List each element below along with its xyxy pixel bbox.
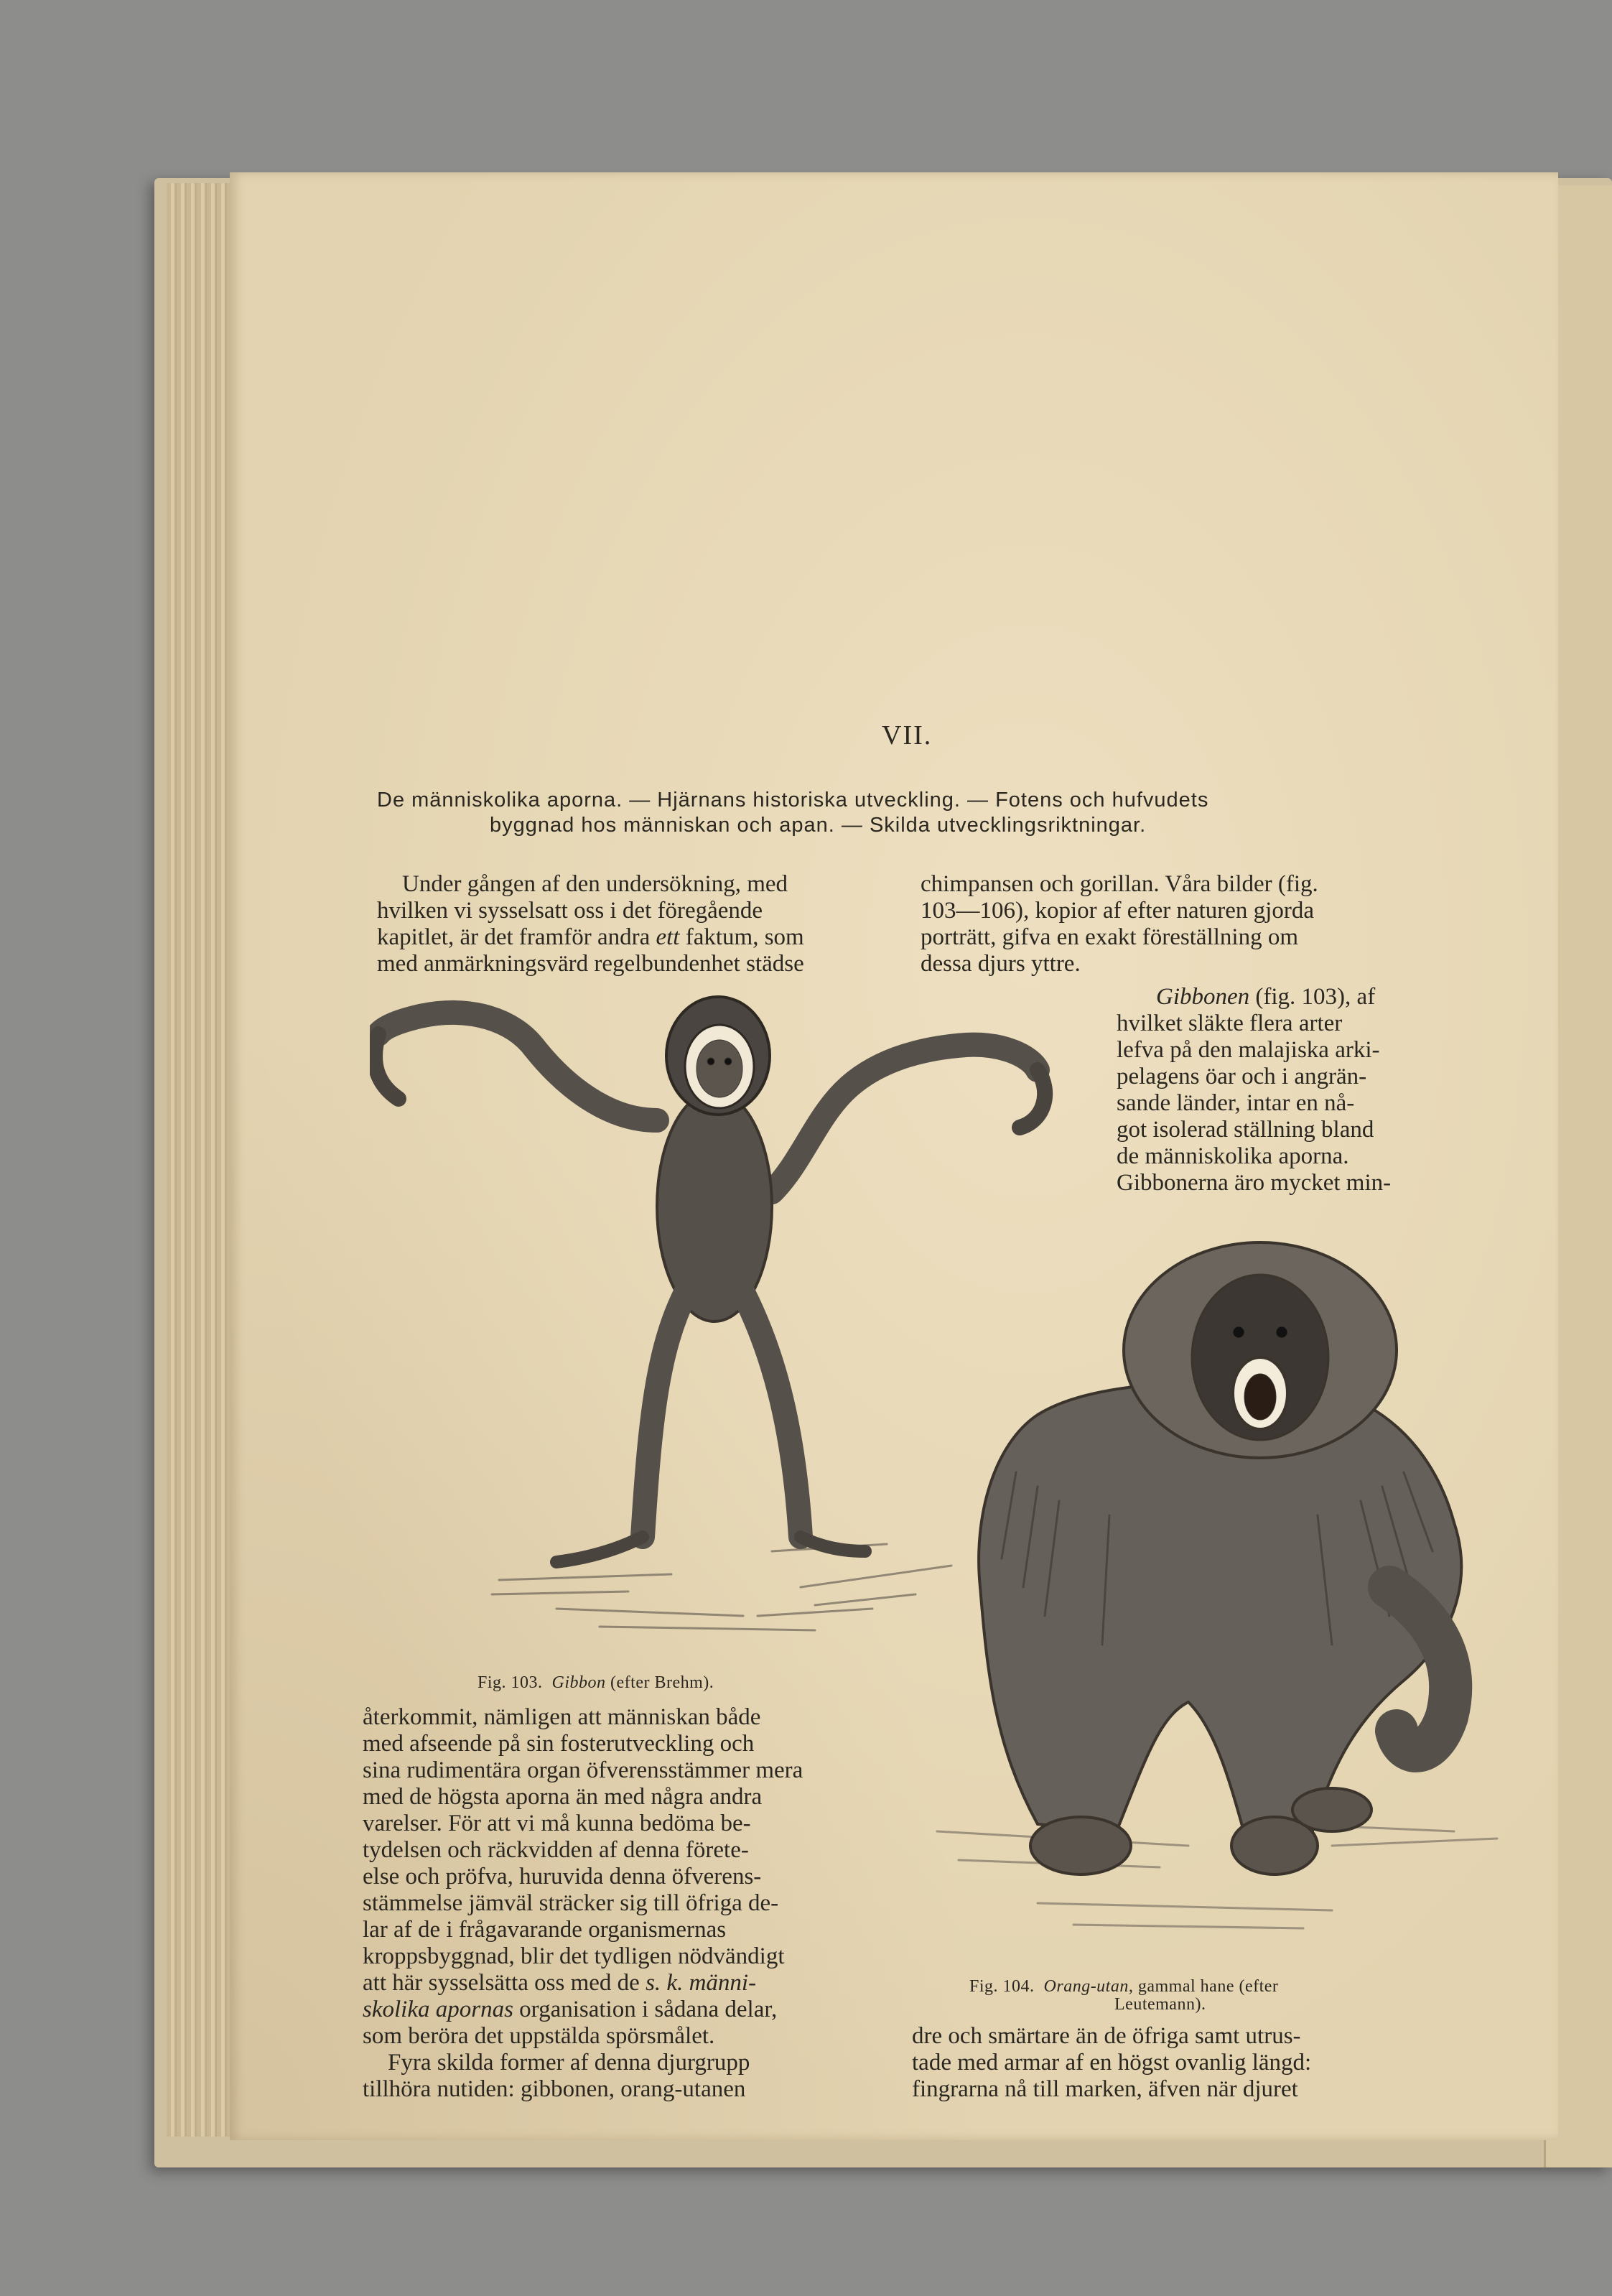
left-bottom-line-4: med de högsta aporna än med några andra <box>363 1784 763 1810</box>
left-bottom-line-3: sina rudimentära organ öfverensstämmer mera <box>363 1757 803 1783</box>
left-bottom-line-1: återkommit, nämligen att människan både <box>363 1704 761 1730</box>
fig104-caption-line-2: Leutemann). <box>1114 1995 1206 2014</box>
left-top-line-4: med anmärkningsvärd regelbundenhet städse <box>377 951 804 977</box>
right-top-line-4: dessa djurs yttre. <box>921 951 1081 977</box>
left-bottom-line-8: stämmelse jämväl sträcker sig till öfriga de- <box>363 1890 779 1916</box>
right-mid-line-2: hvilket släkte flera arter <box>1117 1010 1343 1036</box>
fig103-caption: Fig. 103. Gibbon (efter Brehm). <box>477 1673 714 1692</box>
left-bottom-line-11: att här sysselsätta oss med de s. k. männi- <box>363 1970 757 1996</box>
left-bottom-line-7: else och pröfva, huruvida denna öfverens- <box>363 1864 762 1890</box>
left-top-line-3: kapitlet, är det framför andra ett faktum, som <box>377 924 804 950</box>
left-bottom-line-5: varelser. För att vi må kunna bedöma be- <box>363 1811 751 1836</box>
left-bottom-line-9: lar af de i frågavarande organismernas <box>363 1917 727 1943</box>
right-bottom-line-3: fingrarna nå till marken, äfven när djuret <box>912 2076 1298 2102</box>
left-bottom-line-6: tydelsen och räckvidden af denna förete- <box>363 1837 749 1863</box>
left-top-line-2: hvilken vi sysselsatt oss i det föregående <box>377 898 763 924</box>
right-bottom-line-2: tade med armar af en högst ovanlig längd: <box>912 2050 1312 2076</box>
orangutan-illustration <box>930 1214 1537 1989</box>
left-top-line-1: Under gången af den undersökning, med <box>402 871 788 897</box>
chapter-summary-line-1: De människolika aporna. — Hjärnans historiska utveckling. — Fotens och hufvudets <box>377 789 1209 812</box>
right-mid-line-5: sande länder, intar en nå- <box>1117 1090 1355 1116</box>
right-mid-line-8: Gibbonerna äro mycket min- <box>1117 1170 1392 1196</box>
right-mid-line-6: got isolerad ställning bland <box>1117 1117 1374 1143</box>
book-page <box>230 172 1558 2140</box>
right-mid-line-4: pelagens öar och i angrän- <box>1117 1064 1367 1089</box>
right-top-line-2: 103—106), kopior af efter naturen gjorda <box>921 898 1314 924</box>
left-bottom-line-2: med afseende på sin fosterutveckling och <box>363 1731 755 1757</box>
right-mid-line-3: lefva på den malajiska arki- <box>1117 1037 1380 1063</box>
right-mid-line-7: de människolika aporna. <box>1117 1143 1349 1169</box>
fig104-caption-line-1: Fig. 104. Orang-utan, gammal hane (efter <box>969 1977 1279 1996</box>
left-bottom-line-10: kroppsbyggnad, blir det tydligen nödvändigt <box>363 1943 785 1969</box>
left-bottom-line-15: tillhöra nutiden: gibbonen, orang-utanen <box>363 2076 746 2102</box>
left-bottom-line-13: som beröra det uppstälda spörsmålet. <box>363 2023 715 2049</box>
chapter-number: VII. <box>882 720 933 750</box>
chapter-summary-line-2: byggnad hos människan och apan. — Skilda utvecklingsriktningar. <box>490 814 1147 837</box>
right-mid-line-1: Gibbonen (fig. 103), af <box>1156 984 1376 1010</box>
left-bottom-line-14: Fyra skilda former af denna djurgrupp <box>388 2050 750 2076</box>
right-bottom-line-1: dre och smärtare än de öfriga samt utrus- <box>912 2023 1301 2049</box>
left-bottom-line-12: skolika apornas organisation i sådana delar, <box>363 1997 778 2022</box>
right-top-line-3: porträtt, gifva en exakt föreställning om <box>921 924 1299 950</box>
right-top-line-1: chimpansen och gorillan. Våra bilder (fig. <box>921 871 1318 897</box>
